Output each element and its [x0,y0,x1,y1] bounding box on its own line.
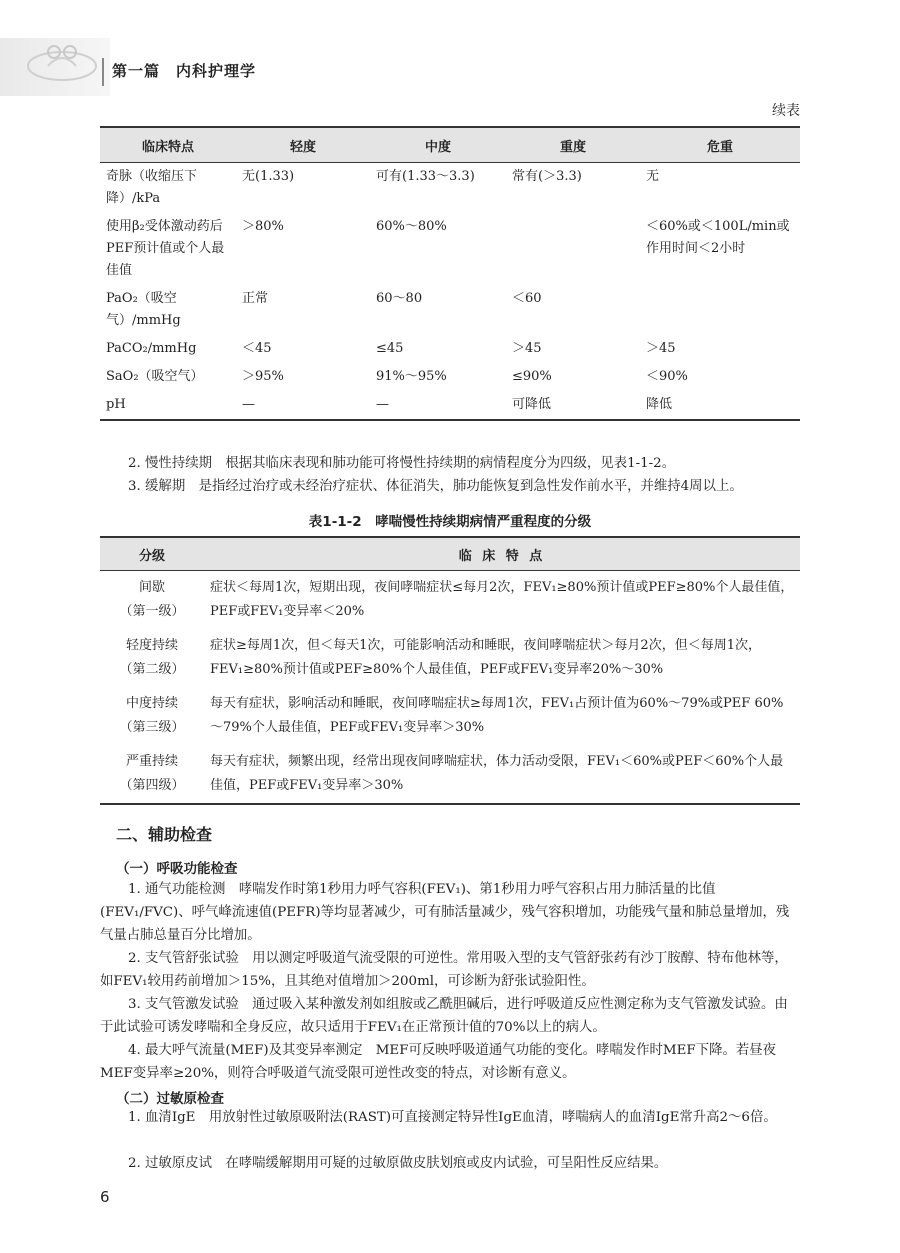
column-header: 临床特点 [100,127,236,163]
paragraph: 1. 血清IgE 用放射性过敏原吸附法(RAST)可直接测定特异性IgE血清，哮喘病人的血清IgE常升高2～6倍。 [128,1110,777,1125]
feature-cell: 每天有症状，频繁出现，经常出现夜间哮喘症状，体力活动受限，FEV₁＜60%或PEF＜60%个人最佳值，PEF或FEV₁变异率＞30% [204,745,800,804]
table-cell: ＞80% [242,219,284,234]
table-cell: SaO₂（吸空气） [106,369,204,384]
page-number: 6 [100,1188,110,1206]
table-cell: ＞95% [242,369,284,384]
table-cell: 无 [646,169,660,184]
paragraph: 3. 支气管激发试验 通过吸入某种激发剂如组胺或乙酰胆碱后，进行呼吸道反应性测定称为支气管激发试验。由于此试验可诱发哮喘和全身反应，故只适用于FEV₁在正常预计值的70%以上的病人。 [100,997,788,1035]
grade-name: 严重持续 [125,754,178,769]
logo-icon [22,36,102,90]
table-cell: PaCO₂/mmHg [106,341,197,356]
paragraph: 2. 过敏原皮试 在哮喘缓解期用可疑的过敏原做皮肤划痕或皮内试验，可呈阳性反应结果。 [128,1156,668,1171]
table-row [100,571,800,630]
table-row [100,335,800,363]
table-cell: 60～80 [376,291,423,306]
table-cell: ≤90% [512,369,552,384]
severity-table-continued [100,126,800,421]
table-row [100,163,800,214]
table-cell: 正常 [242,291,269,306]
table-cell: ＜45 [242,341,272,356]
section-heading: 二、辅助检查 [116,825,213,844]
grade-cell [100,687,204,745]
table-row [100,391,800,420]
subsection-heading: （一）呼吸功能检查 [116,861,238,877]
feature-cell: 症状≥每周1次，但＜每天1次，可能影响活动和睡眠，夜间哮喘症状＞每月2次，但＜每周1次，FEV₁≥80%预计值或PEF≥80%个人最佳值，PEF或FEV₁变异率20%～30% [210,638,761,677]
chronic-grading-table [100,536,800,805]
grade-name: 间歇 [138,580,165,595]
table-cell: 降低 [640,391,800,420]
grade-level: （第四级） [119,778,185,793]
table-cell: pH [100,391,236,420]
table-cell: — [370,391,506,420]
grade-level: （第二级） [119,662,185,677]
table-cell: 91%～95% [376,369,447,384]
column-header: 临 床 特 点 [204,537,800,571]
table-cell: 使用β₂受体激动药后PEF预计值或个人最佳值 [106,219,225,278]
table-cell: 可降低 [506,391,640,420]
table-cell: 60%～80% [376,219,447,234]
grade-cell [100,571,204,630]
header-divider [102,58,104,86]
feature-cell: 症状＜每周1次，短期出现，夜间哮喘症状≤每月2次，FEV₁≥80%预计值或PEF≥80%个人最佳值，PEF或FEV₁变异率＜20% [210,580,794,619]
grade-cell [100,629,204,687]
table-cell: 常有(＞3.3) [512,169,582,184]
grade-level: （第一级） [119,604,185,619]
column-header: 轻度 [236,127,370,163]
table-caption: 表1-1-2 哮喘慢性持续期病情严重程度的分级 [308,514,592,530]
paragraph: 3. 缓解期 是指经过治疗或未经治疗症状、体征消失，肺功能恢复到急性发作前水平，并维持4周以上。 [128,479,743,494]
paragraph: 2. 慢性持续期 根据其临床表现和肺功能可将慢性持续期的病情程度分为四级，见表1-1-2。 [128,456,676,471]
column-header: 重度 [506,127,640,163]
paragraph: 4. 最大呼气流量(MEF)及其变异率测定 MEF可反映呼吸道通气功能的变化。哮喘发作时MEF下降。若昼夜MEF变异率≥20%，则符合呼吸道气流受限可逆性改变的特点，对诊断有意义。 [100,1043,777,1081]
table-row [100,629,800,687]
table-row [100,213,800,285]
table-cell: ＞45 [646,341,676,356]
table-cell: — [236,391,370,420]
table-cell: ＜60 [512,291,542,306]
table-cell [640,285,800,335]
table-cell: 可有(1.33～3.3) [376,169,475,184]
table-cell: ＜90% [646,369,688,384]
table-cell: 无(1.33) [242,169,295,184]
column-header: 危重 [640,127,800,163]
table-row [100,745,800,804]
paragraph: 2. 支气管舒张试验 用以测定呼吸道气流受限的可逆性。常用吸入型的支气管舒张药有沙丁胺醇、特布他林等，如FEV₁较用药前增加＞15%，且其绝对值增加＞200ml，可诊断为舒张试验阳性。 [100,951,788,989]
grade-name: 轻度持续 [125,638,178,653]
grade-name: 中度持续 [125,696,178,711]
subsection-heading: （二）过敏原检查 [116,1091,224,1107]
continued-label: 续表 [772,103,800,119]
table-cell: ＜60%或＜100L/min或作用时间＜2小时 [646,219,790,256]
grade-cell [100,745,204,804]
table-cell: ≤45 [376,341,404,356]
table-row [100,285,800,335]
chapter-title: 第一篇 内科护理学 [112,62,257,80]
column-header: 中度 [370,127,506,163]
table-header-row [100,537,800,571]
table-header-row [100,127,800,163]
grade-level: （第三级） [119,720,185,735]
table-row [100,363,800,391]
column-header: 分级 [100,537,204,571]
paragraph: 1. 通气功能检测 哮喘发作时第1秒用力呼气容积(FEV₁)、第1秒用力呼气容积占用力肺活量的比值(FEV₁/FVC)、呼气峰流速值(PEFR)等均显著减少，可有肺活量减少，残气容积增加，功能残气量和肺总量增加，残气量占肺总量百分比增加。 [100,882,790,943]
table-cell: ＞45 [512,341,542,356]
table-cell [506,213,640,285]
table-cell: 奇脉（收缩压下降）/kPa [106,169,198,206]
table-cell: PaO₂（吸空气）/mmHg [106,291,181,328]
table-row [100,687,800,745]
feature-cell: 每天有症状，影响活动和睡眠，夜间哮喘症状≥每周1次，FEV₁占预计值为60%～79%或PEF 60%～79%个人最佳值，PEF或FEV₁变异率＞30% [210,696,784,735]
